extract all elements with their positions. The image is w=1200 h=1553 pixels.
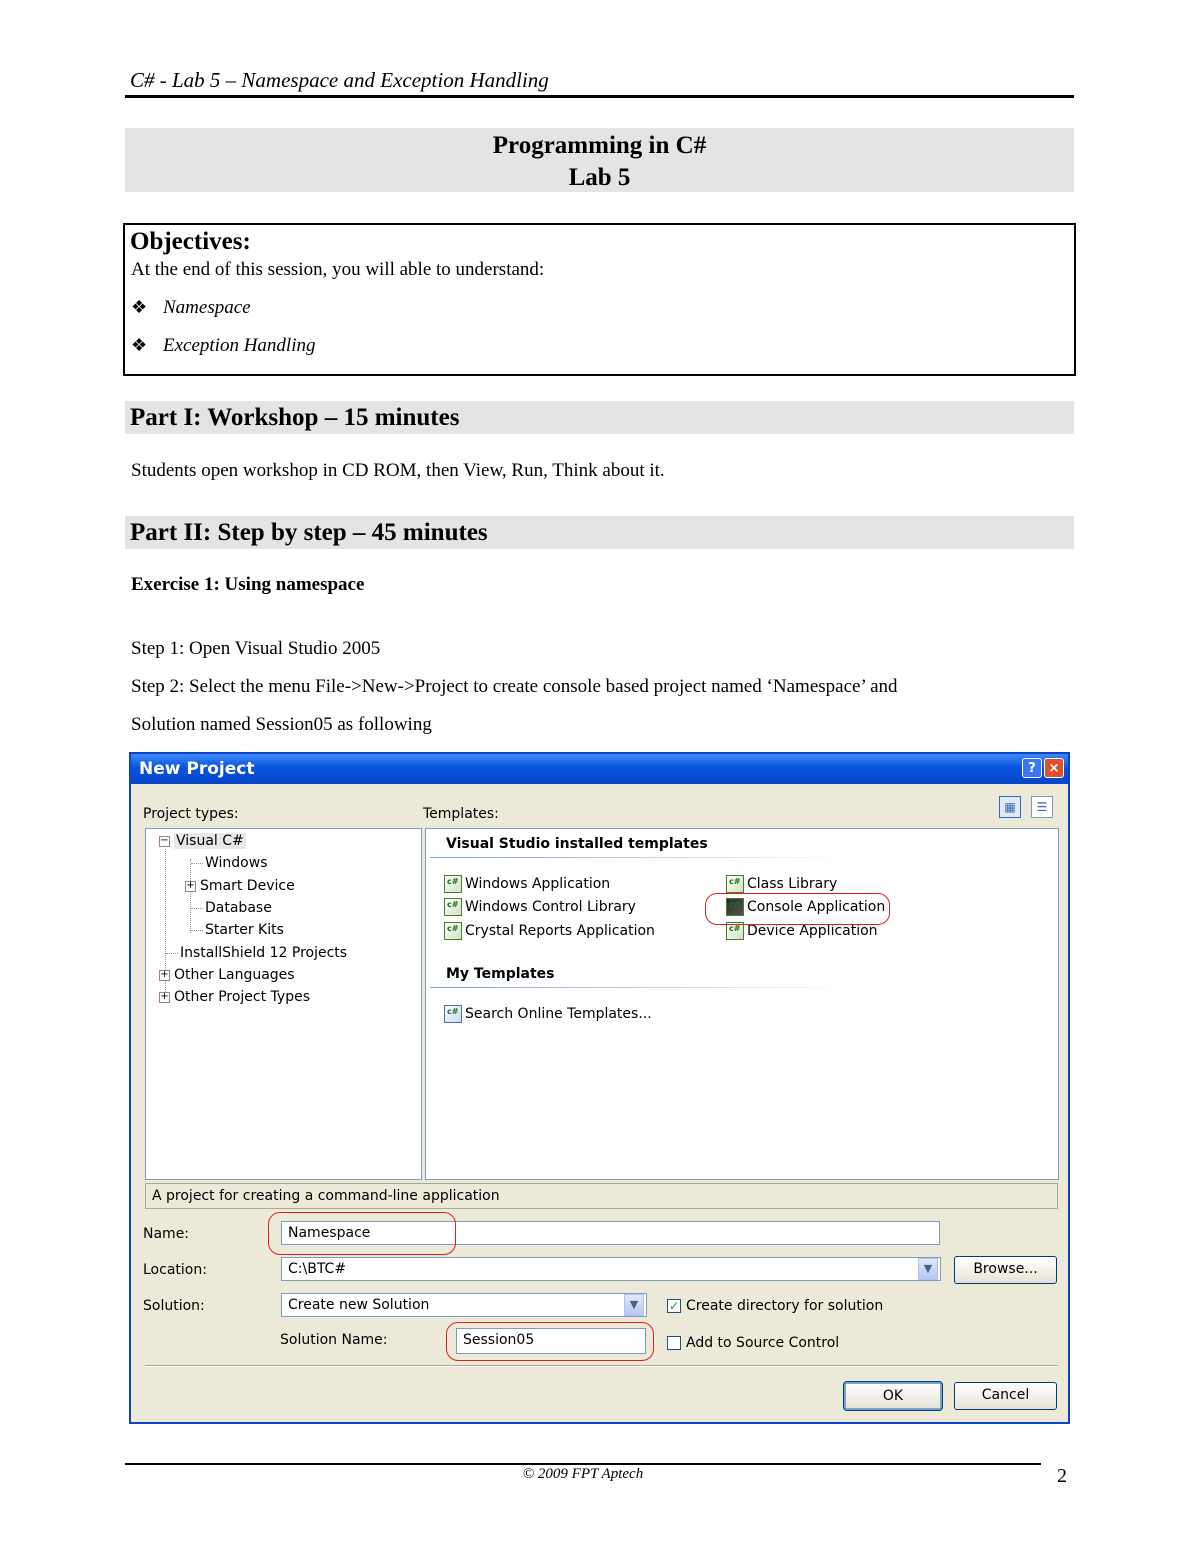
lab-title: Lab 5 [568,164,631,191]
header-rule [125,95,1074,98]
browse-button[interactable]: Browse... [954,1256,1057,1284]
cancel-button[interactable]: Cancel [954,1382,1057,1410]
group-divider [430,857,850,858]
name-input[interactable]: Namespace [281,1221,940,1245]
objectives-intro: At the end of this session, you will able to understand: [131,259,545,280]
chevron-down-icon: ▼ [629,1298,639,1311]
dialog-title: New Project [139,759,255,779]
footer-rule [125,1463,1041,1465]
course-title: Programming in C# [492,132,707,159]
highlight-ring [446,1322,654,1361]
step2-text-line1: Step 2: Select the menu File->New->Project to create console based project named ‘Namespace’ and [131,676,898,697]
solution-name-label: Solution Name: [280,1332,388,1348]
running-header: C# - Lab 5 – Namespace and Exception Handling [130,68,549,92]
my-templates-header: My Templates [446,966,555,982]
tree-line [191,930,203,931]
project-types-tree [145,828,422,1180]
checkmark-icon: ✓ [668,1299,680,1313]
chevron-down-icon: ▼ [923,1262,933,1275]
tree-item-installshield[interactable]: InstallShield 12 Projects [180,945,348,961]
template-search-online[interactable]: c#Search Online Templates... [444,1005,652,1023]
footer-copyright: © 2009 FPT Aptech [522,1466,644,1482]
template-description: A project for creating a command-line application [145,1183,1058,1209]
objectives-title: Objectives: [130,228,251,255]
tree-item-starter-kits[interactable]: Starter Kits [205,922,284,938]
template-windows-application[interactable]: c#Windows Application [444,875,610,893]
expand-icon[interactable]: + [160,990,169,1002]
template-console-application[interactable]: c#Console Application [726,898,885,916]
group-divider [430,987,850,988]
installed-templates-header: Visual Studio installed templates [446,836,708,852]
objective-item: ❖ Exception Handling [131,335,316,356]
location-input[interactable]: C:\BTC# [281,1257,941,1281]
tree-item-other-project-types[interactable]: + Other Project Types [160,989,311,1005]
part2-heading: Part II: Step by step – 45 minutes [125,516,1074,549]
tree-item-windows[interactable]: Windows [205,855,268,871]
step2-text-line2: Solution named Session05 as following [131,714,432,735]
exercise-heading: Exercise 1: Using namespace [131,574,365,595]
search-online-icon [444,1005,462,1023]
tree-item-other-languages[interactable]: + Other Languages [160,967,295,983]
location-dropdown-button[interactable] [918,1258,938,1280]
part1-heading: Part I: Workshop – 15 minutes [125,401,1074,434]
expand-icon[interactable]: + [186,879,195,891]
source-control-label: Add to Source Control [686,1335,840,1351]
tree-item-visual-csharp[interactable]: − Visual C# [160,833,244,849]
control-library-icon [444,898,462,916]
template-class-library[interactable]: c#Class Library [726,875,837,893]
class-library-icon [726,875,744,893]
project-types-label: Project types: [143,806,239,822]
step1-text: Step 1: Open Visual Studio 2005 [131,638,381,659]
template-crystal-reports[interactable]: c#Crystal Reports Application [444,922,655,940]
solution-label: Solution: [143,1298,205,1314]
tree-line [166,953,178,954]
tree-line [191,908,203,909]
tree-item-database[interactable]: Database [205,900,272,916]
tree-line [191,863,203,864]
close-button[interactable]: × [1044,758,1064,778]
location-label: Location: [143,1262,207,1278]
tree-item-smart-device[interactable]: + Smart Device [186,878,295,894]
solution-name-input[interactable]: Session05 [456,1328,646,1354]
small-icons-view-button[interactable] [1031,796,1053,818]
large-icons-view-button[interactable] [999,796,1021,818]
new-project-dialog [129,752,1070,1424]
ok-button[interactable]: OK [844,1382,942,1410]
button-separator [145,1365,1058,1367]
part1-text: Students open workshop in CD ROM, then View, Run, Think about it. [131,460,665,481]
template-device-application[interactable]: c#Device Application [726,922,878,940]
templates-label: Templates: [423,806,499,822]
solution-dropdown-button[interactable] [624,1294,644,1316]
dialog-titlebar [131,754,1068,784]
objective-item: ❖ Namespace [131,297,251,318]
windows-application-icon [444,875,462,893]
title-block [125,128,1074,192]
page-number: 2 [1057,1465,1067,1487]
crystal-reports-icon [444,922,462,940]
create-directory-checkbox[interactable] [667,1299,681,1313]
grid-view-icon: ▦ [1004,800,1016,814]
help-button[interactable]: ? [1022,758,1042,778]
solution-select[interactable]: Create new Solution [281,1293,647,1317]
highlight-ring [705,893,890,925]
templates-pane [425,828,1059,1180]
tree-line [190,859,191,933]
create-directory-label: Create directory for solution [686,1298,884,1314]
template-windows-control-library[interactable]: c#Windows Control Library [444,898,636,916]
diamond-bullet-icon: ❖ [131,335,148,355]
list-view-icon: ☰ [1036,800,1048,814]
diamond-bullet-icon: ❖ [131,297,148,317]
source-control-checkbox[interactable] [667,1336,681,1350]
expand-icon[interactable]: + [160,968,169,980]
highlight-ring [268,1212,456,1255]
collapse-icon[interactable]: − [160,834,169,846]
name-label: Name: [143,1226,190,1242]
